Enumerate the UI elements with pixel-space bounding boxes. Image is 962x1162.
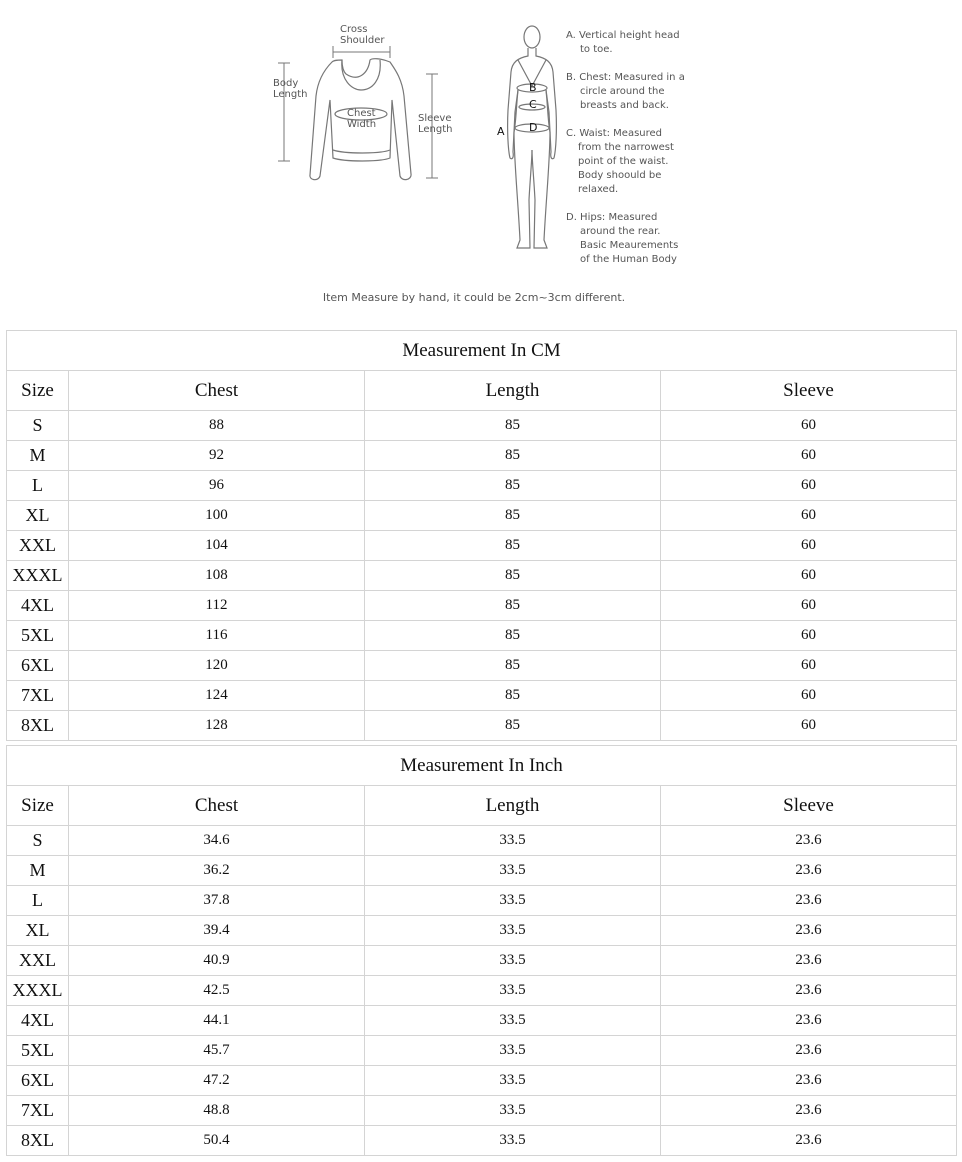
chest-cell: 124	[69, 681, 365, 711]
header-size: Size	[7, 786, 69, 826]
measurement-diagram	[0, 0, 962, 320]
table-row	[7, 471, 957, 501]
sleeve-cell: 23.6	[661, 886, 957, 916]
length-cell: 33.5	[365, 826, 661, 856]
table-row	[7, 826, 957, 856]
table-row	[7, 1126, 957, 1156]
size-table-inch-body	[7, 746, 957, 1156]
chest-cell: 100	[69, 501, 365, 531]
sleeve-cell: 23.6	[661, 976, 957, 1006]
table-row	[7, 591, 957, 621]
chest-cell: 36.2	[69, 856, 365, 886]
definition-d-line2: around the rear.	[580, 226, 661, 237]
length-cell: 33.5	[365, 1036, 661, 1066]
size-cell: S	[7, 826, 69, 856]
sleeve-cell: 60	[661, 591, 957, 621]
length-cell: 33.5	[365, 976, 661, 1006]
sleeve-cell: 23.6	[661, 1066, 957, 1096]
chest-cell: 40.9	[69, 946, 365, 976]
table-row	[7, 856, 957, 886]
measurement-definitions	[566, 30, 685, 265]
size-cell: 6XL	[7, 651, 69, 681]
size-cell: M	[7, 856, 69, 886]
chest-cell: 108	[69, 561, 365, 591]
table-row	[7, 946, 957, 976]
chest-cell: 50.4	[69, 1126, 365, 1156]
body-length-label-line1: Body	[273, 78, 299, 89]
table-header-row	[7, 371, 957, 411]
length-cell: 33.5	[365, 1096, 661, 1126]
chest-cell: 34.6	[69, 826, 365, 856]
body-length-label-line2: Length	[273, 89, 308, 100]
size-cell: 8XL	[7, 1126, 69, 1156]
table-row	[7, 1096, 957, 1126]
sleeve-cell: 60	[661, 681, 957, 711]
marker-c: C	[529, 98, 537, 111]
size-cell: XL	[7, 501, 69, 531]
chest-cell: 42.5	[69, 976, 365, 1006]
table-row	[7, 916, 957, 946]
size-cell: 7XL	[7, 1096, 69, 1126]
sleeve-cell: 60	[661, 561, 957, 591]
sleeve-cell: 23.6	[661, 1126, 957, 1156]
size-cell: L	[7, 886, 69, 916]
chest-cell: 104	[69, 531, 365, 561]
sleeve-cell: 23.6	[661, 916, 957, 946]
chest-cell: 116	[69, 621, 365, 651]
size-table-inch	[6, 745, 957, 1156]
marker-a: A	[497, 125, 505, 138]
table-row	[7, 1006, 957, 1036]
table-row	[7, 1036, 957, 1066]
table-row	[7, 441, 957, 471]
definition-a-line1: A. Vertical height head	[566, 30, 680, 41]
table-row	[7, 711, 957, 741]
length-cell: 33.5	[365, 856, 661, 886]
definition-c-line1: C. Waist: Measured	[566, 128, 663, 139]
length-cell: 33.5	[365, 1126, 661, 1156]
size-table-cm-body	[7, 331, 957, 741]
definition-c-line3: point of the waist.	[578, 156, 669, 167]
definition-b-line2: circle around the	[580, 86, 665, 97]
definition-d-line1: D. Hips: Measured	[566, 212, 658, 223]
header-sleeve: Sleeve	[661, 371, 957, 411]
table-title-row	[7, 331, 957, 371]
header-sleeve: Sleeve	[661, 786, 957, 826]
table-row	[7, 681, 957, 711]
chest-width-label-line1: Chest	[347, 108, 376, 119]
chest-cell: 92	[69, 441, 365, 471]
table-title: Measurement In Inch	[7, 746, 957, 786]
chest-cell: 96	[69, 471, 365, 501]
size-cell: 6XL	[7, 1066, 69, 1096]
measure-note: Item Measure by hand, it could be 2cm~3cm different.	[322, 291, 626, 304]
sleeve-cell: 60	[661, 471, 957, 501]
chest-cell: 37.8	[69, 886, 365, 916]
table-row	[7, 886, 957, 916]
length-cell: 85	[365, 471, 661, 501]
definition-b-line1: B. Chest: Measured in a	[566, 72, 685, 83]
header-length: Length	[365, 371, 661, 411]
chest-cell: 112	[69, 591, 365, 621]
size-cell: 8XL	[7, 711, 69, 741]
definition-a-line2: to toe.	[580, 44, 613, 55]
sleeve-cell: 23.6	[661, 1096, 957, 1126]
length-cell: 85	[365, 441, 661, 471]
sleeve-cell: 23.6	[661, 1036, 957, 1066]
length-cell: 85	[365, 501, 661, 531]
length-cell: 85	[365, 651, 661, 681]
size-cell: L	[7, 471, 69, 501]
chest-cell: 88	[69, 411, 365, 441]
length-cell: 85	[365, 561, 661, 591]
sleeve-cell: 60	[661, 711, 957, 741]
length-cell: 85	[365, 531, 661, 561]
body-figure	[508, 26, 557, 248]
sleeve-cell: 23.6	[661, 826, 957, 856]
length-cell: 33.5	[365, 886, 661, 916]
size-cell: 5XL	[7, 1036, 69, 1066]
chest-cell: 48.8	[69, 1096, 365, 1126]
header-length: Length	[365, 786, 661, 826]
table-row	[7, 411, 957, 441]
table-row	[7, 651, 957, 681]
size-table-cm	[6, 330, 957, 741]
sleeve-cell: 60	[661, 411, 957, 441]
chest-cell: 128	[69, 711, 365, 741]
table-header-row	[7, 786, 957, 826]
sleeve-cell: 23.6	[661, 1006, 957, 1036]
length-cell: 33.5	[365, 916, 661, 946]
definition-c-line2: from the narrowest	[578, 142, 674, 153]
definition-c-line4: Body shoould be	[578, 170, 662, 181]
sleeve-cell: 60	[661, 501, 957, 531]
length-cell: 33.5	[365, 1066, 661, 1096]
definition-c-line5: relaxed.	[578, 184, 619, 195]
definition-b-line3: breasts and back.	[580, 100, 669, 111]
definition-d-line3: Basic Meaurements	[580, 240, 679, 251]
table-row	[7, 531, 957, 561]
length-cell: 33.5	[365, 1006, 661, 1036]
table-title: Measurement In CM	[7, 331, 957, 371]
table-row	[7, 561, 957, 591]
size-cell: 4XL	[7, 1006, 69, 1036]
length-cell: 85	[365, 591, 661, 621]
chest-cell: 44.1	[69, 1006, 365, 1036]
size-cell: 5XL	[7, 621, 69, 651]
definition-d-line4: of the Human Body	[580, 254, 677, 265]
sleeve-cell: 60	[661, 441, 957, 471]
sleeve-cell: 60	[661, 621, 957, 651]
size-cell: 4XL	[7, 591, 69, 621]
size-cell: XL	[7, 916, 69, 946]
length-cell: 85	[365, 711, 661, 741]
table-title-row	[7, 746, 957, 786]
sleeve-cell: 23.6	[661, 856, 957, 886]
table-row	[7, 976, 957, 1006]
length-cell: 33.5	[365, 946, 661, 976]
chest-cell: 120	[69, 651, 365, 681]
chest-cell: 45.7	[69, 1036, 365, 1066]
header-chest: Chest	[69, 786, 365, 826]
measurement-illustration	[0, 0, 962, 290]
sleeve-cell: 60	[661, 531, 957, 561]
chest-cell: 47.2	[69, 1066, 365, 1096]
table-row	[7, 1066, 957, 1096]
cross-shoulder-label-line1: Cross	[340, 24, 368, 35]
header-chest: Chest	[69, 371, 365, 411]
length-cell: 85	[365, 621, 661, 651]
size-cell: XXL	[7, 531, 69, 561]
size-cell: XXXL	[7, 976, 69, 1006]
sleeve-cell: 60	[661, 651, 957, 681]
length-cell: 85	[365, 411, 661, 441]
chest-width-label-line2: Width	[347, 119, 377, 130]
size-cell: 7XL	[7, 681, 69, 711]
marker-b: B	[529, 81, 537, 94]
size-cell: XXL	[7, 946, 69, 976]
length-cell: 85	[365, 681, 661, 711]
cross-shoulder-label-line2: Shoulder	[340, 35, 385, 46]
chest-cell: 39.4	[69, 916, 365, 946]
table-row	[7, 621, 957, 651]
sleeve-length-label-line2: Length	[418, 124, 453, 135]
size-cell: M	[7, 441, 69, 471]
table-row	[7, 501, 957, 531]
marker-d: D	[529, 121, 538, 134]
size-cell: S	[7, 411, 69, 441]
sleeve-cell: 23.6	[661, 946, 957, 976]
header-size: Size	[7, 371, 69, 411]
size-cell: XXXL	[7, 561, 69, 591]
sleeve-length-label-line1: Sleeve	[418, 113, 452, 124]
